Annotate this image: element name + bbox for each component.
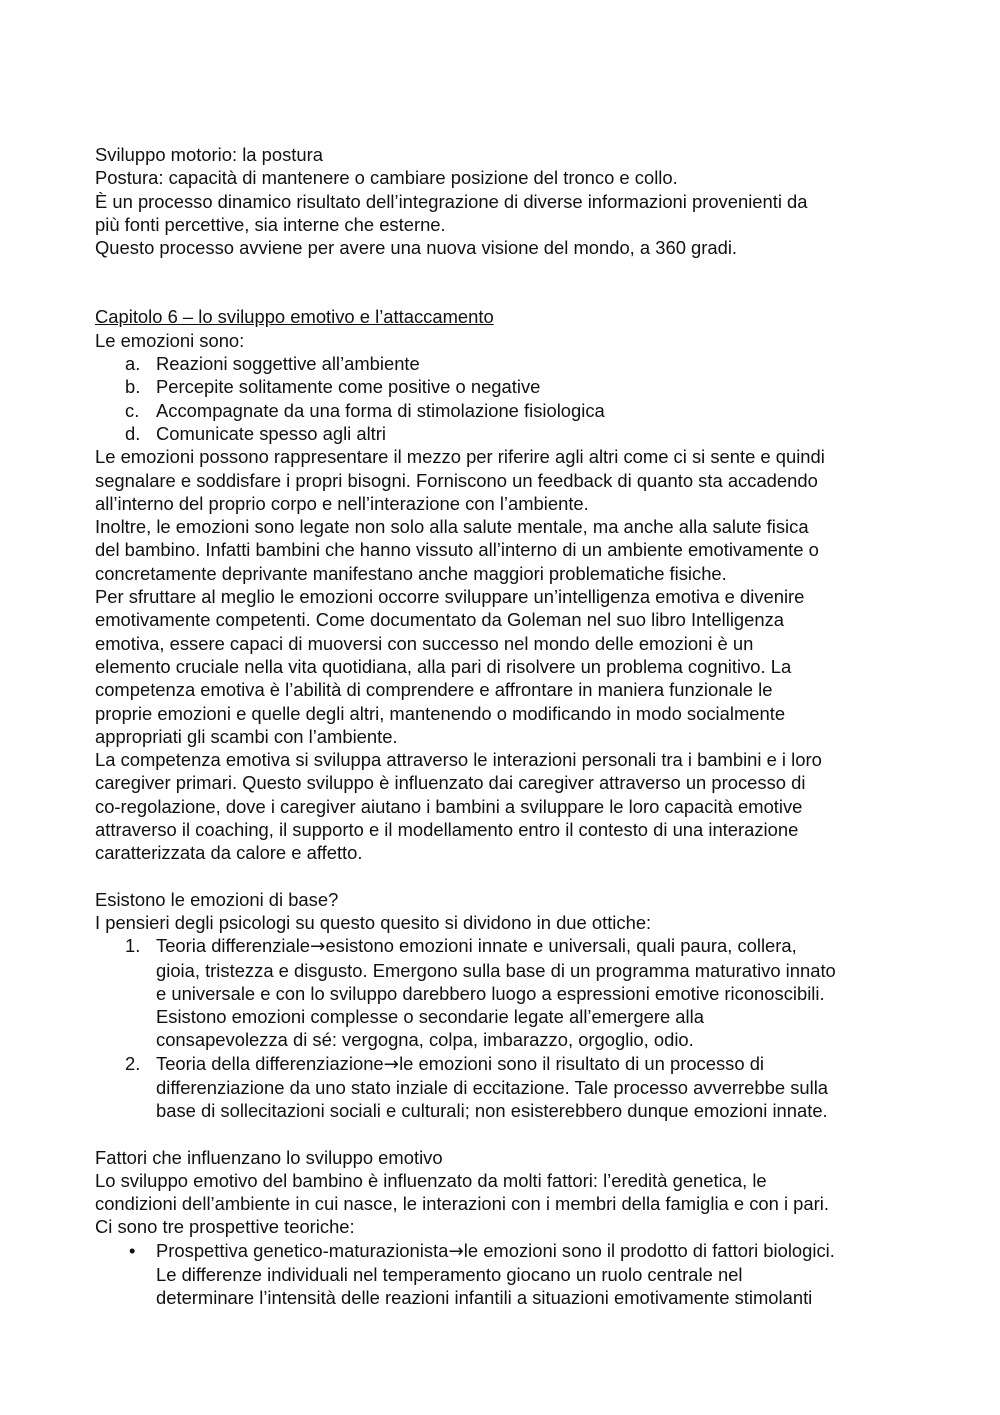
text-line: base di sollecitazioni sociali e culturali; non esisterebbero dunque emozioni innate. <box>156 1100 828 1122</box>
text-line: condizioni dell’ambiente in cui nasce, le interazioni con i membri della famiglia e con i pari. <box>95 1193 829 1215</box>
text-line: appropriati gli scambi con l’ambiente. <box>95 725 398 747</box>
section-heading-factors: Fattori che influenzano lo sviluppo emotivo <box>95 1146 443 1168</box>
list-item-text: Reazioni soggettive all’ambiente <box>156 353 420 375</box>
text-line: caratterizzata da calore e affetto. <box>95 842 363 864</box>
bullet-icon: • <box>129 1239 136 1261</box>
perspectives-list <box>95 1239 915 1310</box>
list-item <box>95 352 915 375</box>
text-line: all’interno del proprio corpo e nell’interazione con l’ambiente. <box>95 492 589 514</box>
text-line: emotivamente competenti. Come documentato da Goleman nel suo libro Intelligenza <box>95 609 785 631</box>
text-line: È un processo dinamico risultato dell’integrazione di diverse informazioni provenienti da <box>95 190 808 212</box>
text-line: elemento cruciale nella vita quotidiana, alla pari di risolvere un problema cognitivo. La <box>95 655 792 677</box>
perspective-term: Prospettiva genetico-maturazionista <box>156 1239 449 1261</box>
text-line: gioia, tristezza e disgusto. Emergono sulla base di un programma maturativo innato <box>156 959 836 981</box>
list-item-text: Accompagnate da una forma di stimolazione fisiologica <box>156 399 605 421</box>
text-line: concretamente deprivante manifestano anche maggiori problematiche fisiche. <box>95 562 727 584</box>
text-line: Inoltre, le emozioni sono legate non solo alla salute mentale, ma anche alla salute fisica <box>95 516 809 538</box>
spacer <box>95 259 915 305</box>
text-line: del bambino. Infatti bambini che hanno vissuto all’interno di un ambiente emotivamente o <box>95 539 819 561</box>
text-line: attraverso il coaching, il supporto e il modellamento entro il contesto di una interazione <box>95 819 799 841</box>
perspective-text: le emozioni sono il prodotto di fattori biologici. <box>463 1239 835 1261</box>
arrow-right-icon: → <box>383 1053 400 1075</box>
list-item <box>95 1239 915 1310</box>
list-item <box>95 399 915 422</box>
theory-term: Teoria della differenziazione <box>156 1052 384 1074</box>
list-item <box>95 422 915 445</box>
text-line: Ci sono tre prospettive teoriche: <box>95 1216 355 1238</box>
chapter-title: Capitolo 6 – lo sviluppo emotivo e l’attaccamento <box>95 306 494 328</box>
list-item <box>95 375 915 398</box>
list-item <box>95 1052 915 1123</box>
theory-term: Teoria differenziale <box>156 935 311 957</box>
list-marker: 1. <box>125 935 141 957</box>
text-line: differenziazione da uno stato inziale di eccitazione. Tale processo avverrebbe sulla <box>156 1076 829 1098</box>
list-intro: Le emozioni sono: <box>95 329 245 351</box>
text-line: segnalare e soddisfare i propri bisogni. Forniscono un feedback di quanto sta accadendo <box>95 469 818 491</box>
text-line: e universale e con lo sviluppo darebbero luogo a espressioni emotive riconoscibili. <box>156 982 825 1004</box>
text-line: La competenza emotiva si sviluppa attraverso le interazioni personali tra i bambini e i loro <box>95 749 822 771</box>
text-line: Le emozioni possono rappresentare il mezzo per riferire agli altri come ci si sente e quindi <box>95 446 825 468</box>
text-line: determinare l’intensità delle reazioni infantili a situazioni emotivamente stimolanti <box>156 1287 813 1309</box>
list-marker: b. <box>125 376 141 398</box>
text-line: proprie emozioni e quelle degli altri, mantenendo o modificando in modo socialmente <box>95 702 786 724</box>
section-heading-postura: Sviluppo motorio: la postura <box>95 144 323 165</box>
text-line: Per sfruttare al meglio le emozioni occorre sviluppare un’intelligenza emotiva e divenire <box>95 586 805 608</box>
text-line: Esistono emozioni complesse o secondarie legate all’emergere alla <box>156 1006 704 1028</box>
list-item-text: Comunicate spesso agli altri <box>156 422 386 444</box>
text-line: competenza emotiva è l’abilità di comprendere e affrontare in maniera funzionale le <box>95 679 773 701</box>
theories-list <box>95 934 915 1122</box>
text-line <box>156 934 915 958</box>
text-line: più fonti percettive, sia interne che esterne. <box>95 213 446 235</box>
arrow-right-icon: → <box>310 936 326 958</box>
list-marker: 2. <box>125 1052 141 1074</box>
text-line: Questo processo avviene per avere una nuova visione del mondo, a 360 gradi. <box>95 237 738 259</box>
arrow-right-icon: → <box>448 1240 464 1262</box>
text-line: co-regolazione, dove i caregiver aiutano i bambini a sviluppare le loro capacità emotive <box>95 795 803 817</box>
spacer <box>95 1123 915 1146</box>
text-line: Le differenze individuali nel temperamento giocano un ruolo centrale nel <box>156 1264 743 1286</box>
document-body <box>95 143 915 1310</box>
text-line <box>156 1239 915 1263</box>
section-heading-basic-emotions: Esistono le emozioni di base? <box>95 888 339 910</box>
text-line <box>156 1052 915 1076</box>
list-marker: d. <box>125 422 141 444</box>
text-line: caregiver primari. Questo sviluppo è influenzato dai caregiver attraverso un processo di <box>95 772 806 794</box>
list-item <box>95 934 915 1051</box>
emotions-list <box>95 352 915 445</box>
text-line: Lo sviluppo emotivo del bambino è influenzato da molti fattori: l’eredità genetica, le <box>95 1169 767 1191</box>
text-line: Postura: capacità di mantenere o cambiare posizione del tronco e collo. <box>95 167 678 189</box>
theory-text: le emozioni sono il risultato di un processo di <box>399 1052 765 1074</box>
list-marker: a. <box>125 353 141 375</box>
text-line: emotiva, essere capaci di muoversi con successo nel mondo delle emozioni è un <box>95 632 754 654</box>
list-marker: c. <box>125 399 140 421</box>
spacer <box>95 865 915 888</box>
list-item-text: Percepite solitamente come positive o negative <box>156 376 541 398</box>
text-line: consapevolezza di sé: vergogna, colpa, imbarazzo, orgoglio, odio. <box>156 1029 694 1051</box>
text-line: I pensieri degli psicologi su questo quesito si dividono in due ottiche: <box>95 911 652 933</box>
theory-text: esistono emozioni innate e universali, quali paura, collera, <box>325 935 797 957</box>
